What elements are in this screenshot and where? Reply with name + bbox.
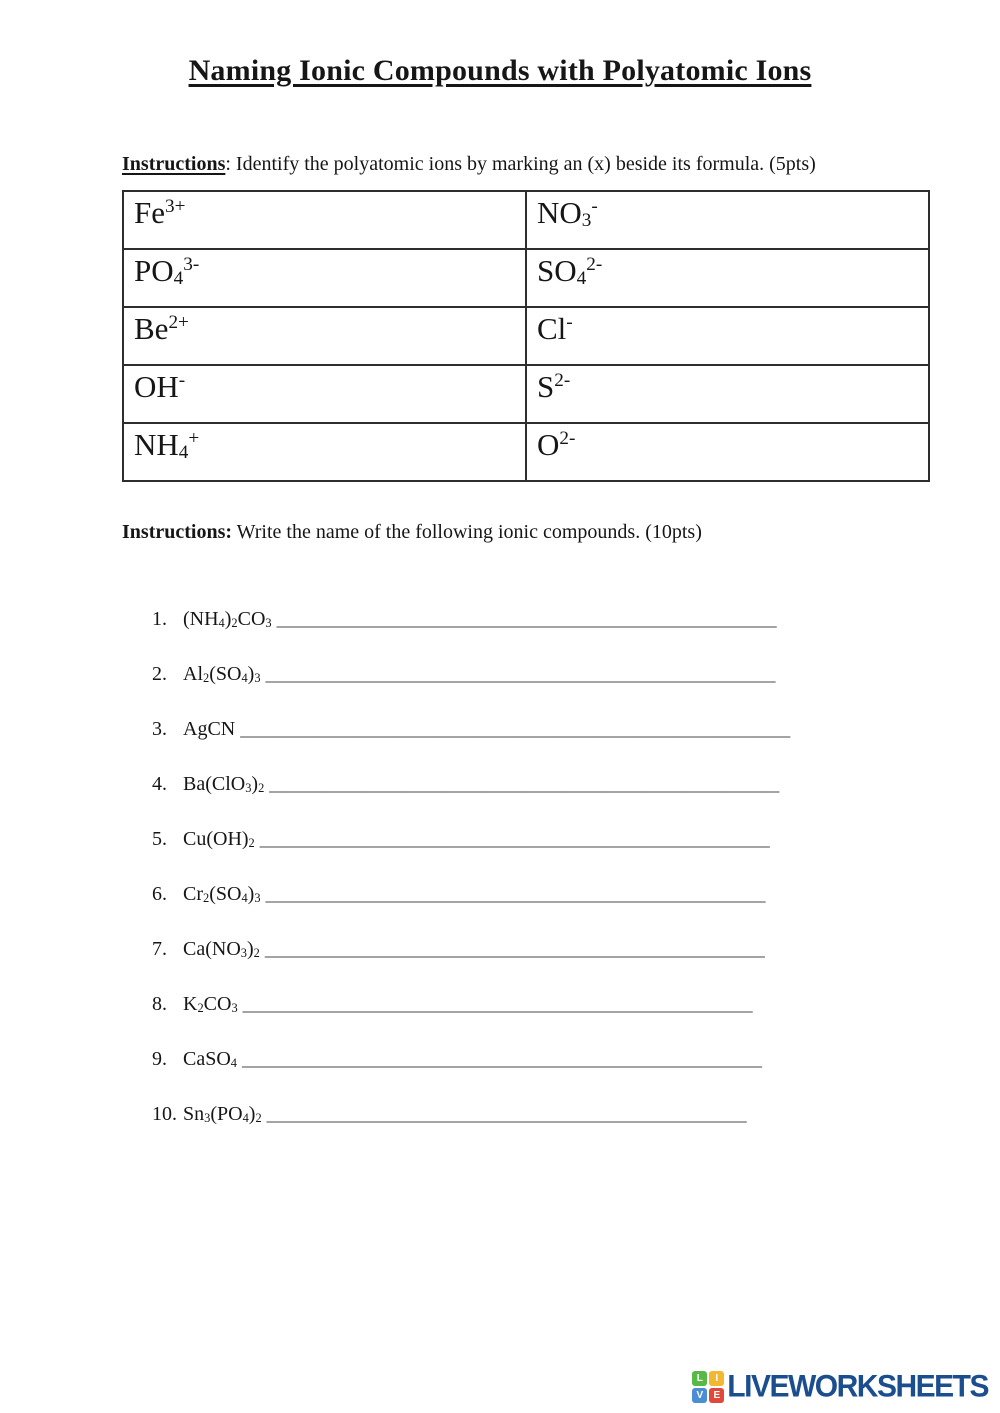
ion-cell-be2[interactable]: $Be^{2+}$ [123, 307, 526, 365]
instructions-2-label: Instructions: [122, 521, 233, 543]
compound-formula: $(NH_4)_2CO_3$ [183, 608, 272, 631]
compound-formula: $Al_2(SO_4)_3$ [183, 663, 261, 686]
answer-blank[interactable]: __________________________________________________ [259, 938, 765, 960]
compound-formula: $Cu(OH)_2$ [183, 828, 255, 851]
table-row [123, 191, 929, 249]
item-number: 1. [152, 608, 167, 630]
ion-cell-no3[interactable]: $NO_3^-$ [526, 191, 929, 249]
answer-blank[interactable]: ___________________________________________________ [260, 663, 776, 685]
compound-formula: $Ca(NO_3)_2$ [183, 938, 260, 961]
liveworksheets-grid-icon [692, 1371, 724, 1403]
list-item [152, 662, 1000, 686]
list-item [152, 937, 1000, 961]
instructions-2 [122, 520, 930, 545]
answer-blank[interactable]: _______________________________________________________ [235, 718, 791, 740]
liveworksheets-wordmark: LIVEWORKSHEETS [727, 1369, 988, 1404]
answer-blank[interactable]: ___________________________________________________ [237, 993, 753, 1015]
logo-square-v: V [692, 1388, 707, 1403]
answer-blank[interactable]: __________________________________________________ [271, 608, 777, 630]
list-item [152, 772, 1000, 796]
instructions-1-text: : Identify the polyatomic ions by marking an (x) beside its formula. (5pts) [225, 153, 816, 175]
item-number: 8. [152, 993, 167, 1015]
logo-square-i: I [709, 1371, 724, 1386]
ion-cell-po4[interactable]: $PO_4^{3-}$ [123, 249, 526, 307]
list-item [152, 607, 1000, 631]
ion-cell-o2[interactable]: $O^{2-}$ [526, 423, 929, 481]
answer-blank[interactable]: ________________________________________________ [261, 1103, 747, 1125]
ion-cell-cl[interactable]: Cl- [526, 307, 929, 365]
compound-formula: $Cr_2(SO_4)_3$ [183, 883, 261, 906]
ion-cell-nh4[interactable]: $NH_4^+$ [123, 423, 526, 481]
compound-formula: $K_2CO_3$ [183, 993, 238, 1016]
ion-cell-s2[interactable]: $S^{2-}$ [526, 365, 929, 423]
compound-formula: $Ba(ClO_3)_2$ [183, 773, 265, 796]
ion-cell-oh[interactable]: OH- [123, 365, 526, 423]
list-item [152, 717, 1000, 741]
instructions-1-label: Instructions [122, 153, 226, 175]
table-row [123, 365, 929, 423]
compound-formula: $Sn_3(PO_4)_2$ [183, 1103, 262, 1126]
item-number: 4. [152, 773, 167, 795]
list-item [152, 1047, 1000, 1071]
page-title: Naming Ionic Compounds with Polyatomic Ions [188, 54, 812, 87]
answer-blank[interactable]: ____________________________________________________ [237, 1048, 762, 1070]
ion-cell-so4[interactable]: $SO_4^{2-}$ [526, 249, 929, 307]
list-item [152, 827, 1000, 851]
item-number: 2. [152, 663, 167, 685]
answer-blank[interactable]: ___________________________________________________ [254, 828, 770, 850]
list-item [152, 882, 1000, 906]
table-row [123, 307, 929, 365]
compound-formula: AgCN [183, 718, 236, 740]
logo-square-l: L [692, 1371, 707, 1386]
ion-cell-fe3[interactable]: $Fe^{3+}$ [123, 191, 526, 249]
answer-blank[interactable]: ___________________________________________________ [264, 773, 780, 795]
item-number: 6. [152, 883, 167, 905]
table-row [123, 423, 929, 481]
item-number: 5. [152, 828, 167, 850]
logo-square-e: E [709, 1388, 724, 1403]
compound-list [152, 607, 1000, 1126]
item-number: 7. [152, 938, 167, 960]
list-item [152, 1102, 1000, 1126]
list-item [152, 992, 1000, 1016]
item-number: 9. [152, 1048, 167, 1070]
instructions-1 [122, 152, 930, 177]
item-number: 3. [152, 718, 167, 740]
instructions-2-text: Write the name of the following ionic compounds. (10pts) [232, 521, 702, 543]
polyatomic-ion-table [122, 190, 930, 482]
table-row [123, 249, 929, 307]
answer-blank[interactable]: __________________________________________________ [260, 883, 766, 905]
liveworksheets-logo[interactable] [692, 1370, 988, 1404]
compound-formula: CaSO$_4$ [183, 1048, 237, 1071]
item-number: 10. [152, 1103, 177, 1125]
